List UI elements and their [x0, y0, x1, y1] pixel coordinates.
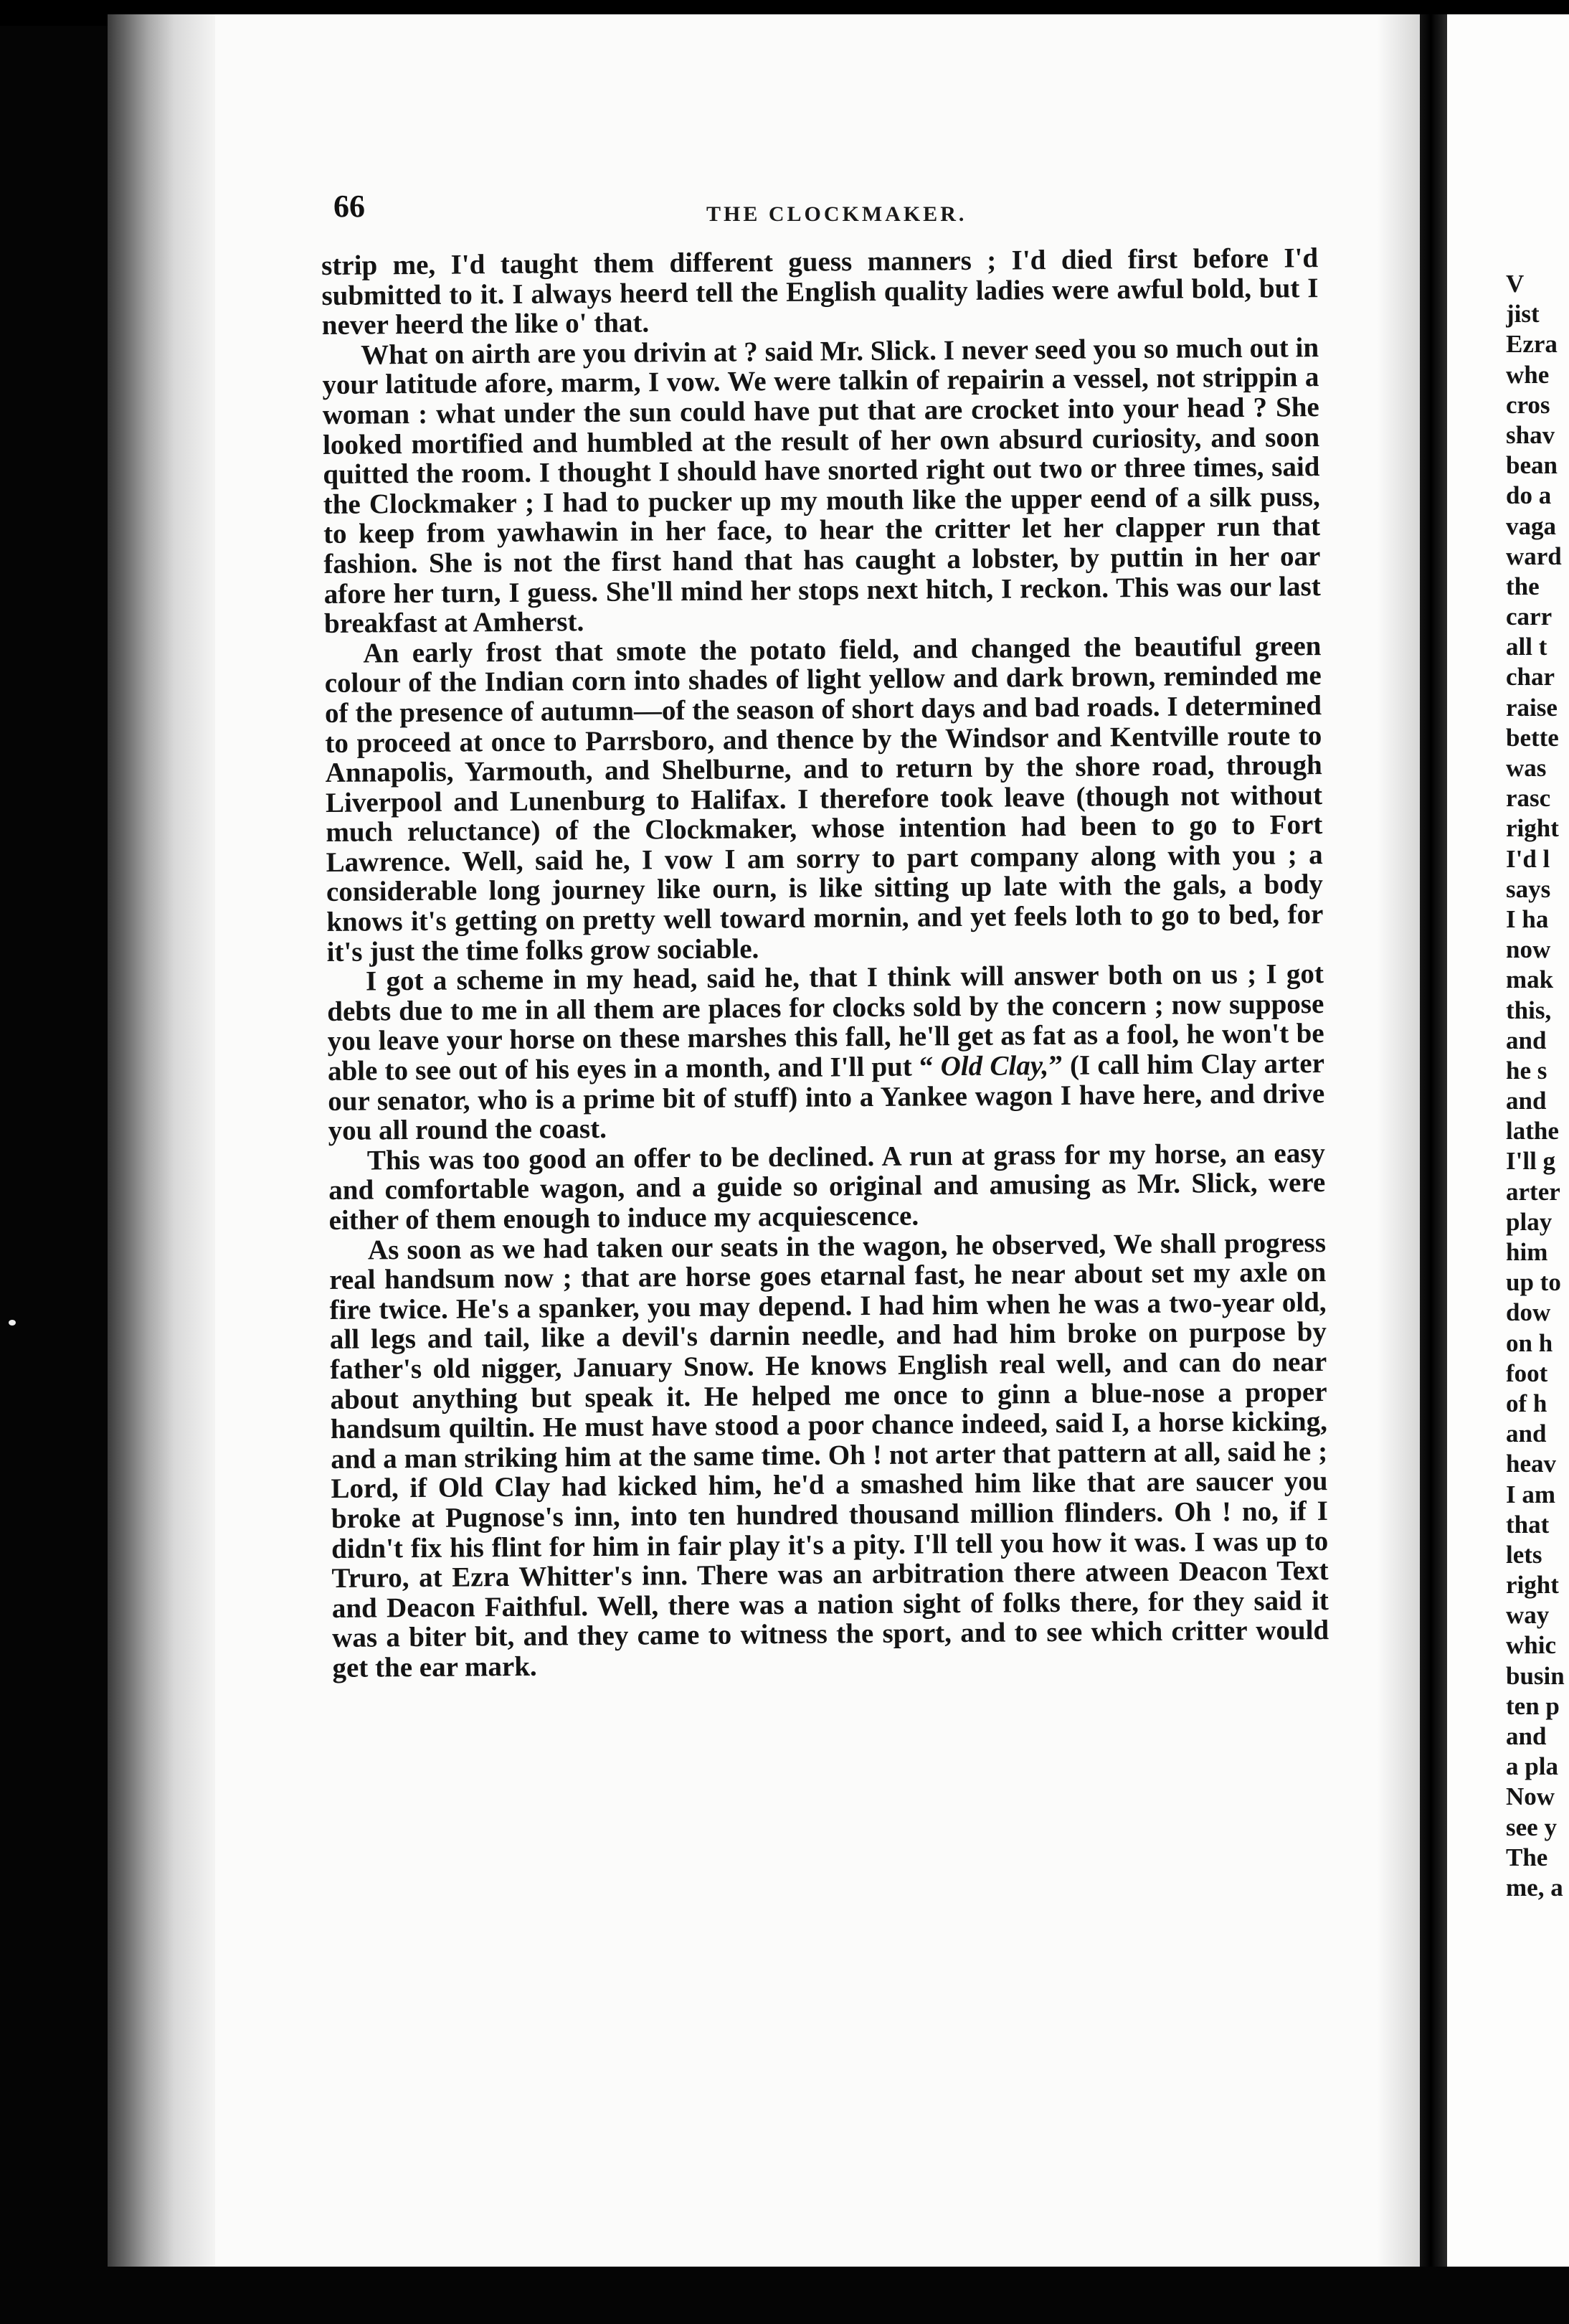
book-spine	[1420, 14, 1447, 2267]
facing-page-line: Now	[1506, 1782, 1555, 1811]
facing-page-line: foot	[1506, 1359, 1548, 1387]
facing-page-line: bette	[1506, 723, 1559, 752]
paragraph-1: strip me, I'd taught them different guess manners ; I'd died first before I'd submitted to it. I always heerd tell the English quality ladies were awful bold, but I never heerd the like o' that.	[321, 242, 1319, 341]
facing-page-line: busin	[1506, 1661, 1565, 1690]
facing-page-line: see y	[1506, 1813, 1557, 1841]
facing-page-line: and	[1506, 1420, 1547, 1448]
facing-page-line: mak	[1506, 965, 1554, 994]
facing-page-line: cros	[1506, 390, 1550, 419]
paragraph-4-italic-name: Old Clay,	[940, 1050, 1049, 1082]
facing-page-line: and	[1506, 1026, 1547, 1054]
facing-page-line: way	[1506, 1601, 1550, 1630]
facing-page-line: arter	[1506, 1177, 1560, 1206]
facing-page-line: V	[1506, 270, 1525, 298]
facing-page-line: Ezra	[1506, 330, 1558, 359]
facing-page-line: dow	[1506, 1298, 1551, 1327]
facing-page-line: right	[1506, 814, 1559, 843]
paragraph-2: What on airth are you drivin at ? said Mr. Slick. I never seed you so much out in your latitude afore, marm, I vow. We were talkin of repairin a vessel, not strippin a woman : what under the sun could have put that are crocket into your head ? She looked mortified and humbled at the result of her own absurd curiosity, and soon quitted the room. I thought I should have snorted right out two or three times, said the Clockmaker ; I had to pucker up my mouth like the upper eend of a silk puss, to keep from yawhawin in her face, to hear the critter let her clapper run that fashion. She is not the first hand that has caught a lobster, by puttin in her oar afore her turn, I guess. She'll mind her stops next hitch, I reckon. This was our last breakfast at Amherst.	[322, 331, 1321, 640]
facing-page-line: I'd l	[1506, 844, 1550, 873]
facing-page-line: me, a	[1506, 1873, 1563, 1902]
facing-page-line: lathe	[1506, 1117, 1559, 1146]
paragraph-4	[327, 959, 1325, 1146]
facing-page-line: char	[1506, 663, 1555, 691]
facing-page-line: he s	[1506, 1056, 1547, 1085]
facing-page-line: right	[1506, 1571, 1559, 1600]
facing-page-line: ten p	[1506, 1691, 1560, 1720]
facing-page-line: lets	[1506, 1540, 1542, 1569]
facing-page-line: was	[1506, 754, 1547, 782]
paragraph-5: This was too good an offer to be declined. A run at grass for my horse, an easy and comfortable wagon, and a guide so original and amusing as Mr. Slick, were either of them enough to induce my acquiescence.	[328, 1137, 1326, 1236]
facing-page-line: The	[1506, 1843, 1548, 1871]
page-curl-shadow	[1377, 14, 1420, 2267]
facing-page-line: and	[1506, 1087, 1547, 1115]
facing-page-line: the	[1506, 572, 1540, 600]
paragraph-6: As soon as we had taken our seats in the wagon, he observed, We shall progress real handsum now ; that are horse goes etarnal fast, he near about set my axle on fire twice. He's a spanker, you may depend. I had him when he was a two-year old, all legs and tail, like a devil's darnin needle, and had him broke on purpose by father's old nigger, January Snow. He knows English real well, and can do near about anything but speak it. He helped me once to ginn a blue-nose a proper handsum quiltin. He must have stood a poor chance indeed, said I, a horse kicking, and a man striking him at the same time. Oh ! not arter that pattern at all, said he ; Lord, if Old Clay had kicked him, he'd a smashed him like that are saucer you broke at Pugnose's inn, into ten hundred thousand million flinders. Oh ! no, if I didn't fix his flint for him in fair play it's a pity. I'll tell you how it was. I was up to Truro, at Ezra Whitter's inn. There was an arbitration there atween Deacon Text and Deacon Faithful. Well, there was a nation sight of folks there, for they said it was a biter bit, and they came to witness the sport, and to see which critter would get the ear mark.	[329, 1227, 1329, 1683]
facing-page-text-fragments	[1506, 269, 1569, 1903]
facing-page-line: him	[1506, 1238, 1548, 1266]
facing-page-line: shav	[1506, 420, 1555, 449]
page-number: 66	[333, 189, 365, 224]
left-page-edge-shadow	[108, 14, 215, 2267]
facing-page-line: carr	[1506, 603, 1553, 631]
facing-page-line: and	[1506, 1722, 1547, 1750]
facing-page-line: all t	[1506, 633, 1547, 661]
running-head	[333, 188, 1316, 252]
body-text	[321, 243, 1329, 1683]
facing-page-line: rasc	[1506, 784, 1551, 813]
facing-page-line: vaga	[1506, 511, 1556, 540]
running-title: THE CLOCKMAKER.	[706, 202, 967, 226]
facing-page-line: I am	[1506, 1480, 1556, 1508]
facing-page-line: on h	[1506, 1328, 1553, 1357]
facing-page-line: that	[1506, 1510, 1550, 1539]
facing-page-line: says	[1506, 874, 1551, 903]
paragraph-4-text-after: ” (I call him Clay arter our senator, who is a prime bit of stuff) into a Yankee wagon I have here, and drive you all round the coast.	[328, 1048, 1325, 1147]
facing-page-line: heav	[1506, 1450, 1556, 1478]
facing-page-line: up to	[1506, 1268, 1561, 1297]
facing-page-line: whic	[1506, 1631, 1556, 1660]
facing-page-line: now	[1506, 935, 1551, 964]
facing-page-line: I'll g	[1506, 1147, 1556, 1176]
facing-page-line: bean	[1506, 451, 1558, 480]
facing-page-line: raise	[1506, 693, 1558, 722]
facing-page-line: I ha	[1506, 904, 1549, 933]
facing-page-line: jist	[1506, 300, 1540, 329]
facing-page-line: ward	[1506, 542, 1562, 570]
facing-page-line: of h	[1506, 1389, 1547, 1417]
facing-page-line: play	[1506, 1207, 1553, 1236]
scan-speck	[9, 1320, 16, 1326]
facing-page-line: whe	[1506, 360, 1550, 389]
paragraph-4-text-before: I got a scheme in my head, said he, that I think will answer both on us ; I got debts due to me in all them are places for clocks sold by the concern ; now suppose you leave your horse on these marshes this fall, he'll get as fat as a fool, he won't be able to see out of his eyes in a month, and I'll put “	[327, 958, 1324, 1087]
facing-page-line: a pla	[1506, 1752, 1558, 1781]
facing-page-line: do a	[1506, 481, 1552, 510]
paragraph-3: An early frost that smote the potato field, and changed the beautiful green colour of the Indian corn into shades of light yellow and dark brown, reminded me of the presence of autumn—of the season of short days and bad roads. I determined to proceed at once to Parrsboro, and thence by the Windsor and Kentville route to Annapolis, Yarmouth, and Shelburne, and to return by the shore road, through Liverpool and Lunenburg to Halifax. I therefore took leave (though not without much reluctance) of the Clockmaker, whose intention had been to go to Fort Lawrence. Well, said he, I vow I am sorry to part company along with you ; a considerable long journey like ourn, is like sitting up late with the gals, a body knows it's getting on pretty well toward mornin, and yet feels loth to go to bed, for it's just the time folks grow sociable.	[324, 630, 1324, 968]
facing-page-line: this,	[1506, 996, 1552, 1024]
